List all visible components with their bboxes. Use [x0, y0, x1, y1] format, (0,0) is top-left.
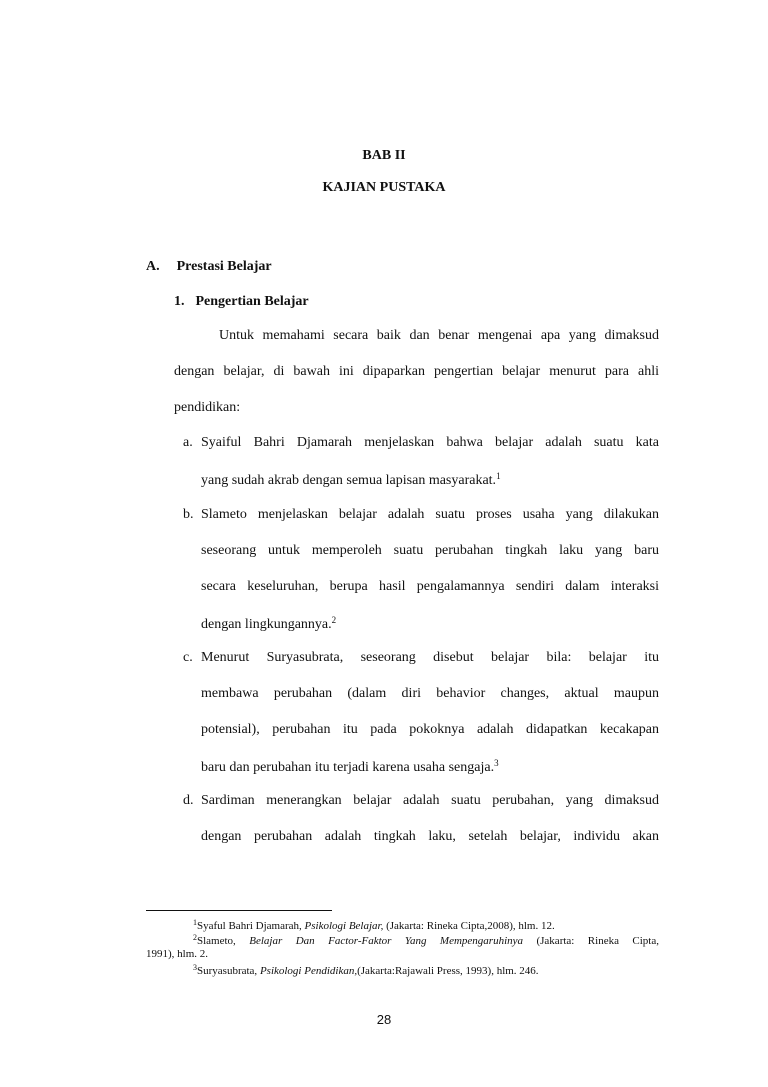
- footnote-2-continuation: 1991), hlm. 2.: [146, 948, 209, 960]
- footnote-1-author: Syaful Bahri Djamarah,: [197, 920, 305, 932]
- intro-line: Untuk memahami secara baik dan benar mengenai apa yang dimaksud: [219, 328, 659, 343]
- section-a-title: Prestasi Belajar: [176, 259, 272, 274]
- footnote-ref-3: 3: [494, 758, 499, 768]
- footnote-2-author: Slameto,: [197, 935, 250, 947]
- item-d-label: d.: [183, 793, 194, 808]
- item-b-line: secara keseluruhan, berupa hasil pengalamannya sendiri dalam interaksi: [201, 579, 659, 594]
- footnote-2-number: 2: [193, 933, 197, 942]
- subsection-1-title: Pengertian Belajar: [195, 294, 309, 309]
- footnote-3: [193, 963, 539, 977]
- footnote-3-title: Psikologi Pendidikan,: [259, 965, 358, 977]
- item-a-text: yang sudah akrab dengan semua lapisan masyarakat.: [201, 473, 497, 488]
- item-d-line: Sardiman menerangkan belajar adalah suatu perubahan, yang dimaksud: [201, 793, 659, 808]
- item-b-text: dengan lingkungannya.: [201, 617, 332, 632]
- item-b-label: b.: [183, 507, 194, 522]
- footnote-ref-1: 1: [496, 471, 501, 481]
- item-a-label: a.: [183, 435, 193, 450]
- item-c-label: c.: [183, 650, 193, 665]
- item-a-line: Syaiful Bahri Djamarah menjelaskan bahwa belajar adalah suatu kata: [201, 435, 659, 450]
- item-c-line: Menurut Suryasubrata, seseorang disebut belajar bila: belajar itu: [201, 650, 659, 665]
- footnote-ref-2: 2: [331, 615, 337, 625]
- item-c-line: potensial), perubahan itu pada pokoknya adalah didapatkan kecakapan: [201, 722, 659, 737]
- footnote-separator: [146, 910, 332, 911]
- item-c-line-last: [201, 758, 659, 776]
- item-c-text: baru dan perubahan itu terjadi karena usaha sengaja.: [201, 760, 495, 775]
- intro-line: dengan belajar, di bawah ini dipaparkan pengertian belajar menurut para ahli: [174, 364, 659, 379]
- page-number: 28: [376, 1012, 392, 1027]
- footnote-1-number: 1: [193, 918, 197, 927]
- footnote-1-title: Psikologi Belajar,: [304, 920, 384, 932]
- footnote-3-author: Suryasubrata,: [197, 965, 260, 977]
- item-a-line-last: [201, 471, 659, 489]
- subsection-1-label: 1.: [174, 294, 185, 309]
- footnote-1-publisher: (Jakarta: Rineka Cipta,2008), hlm. 12.: [383, 920, 555, 932]
- subsection-1-heading: [174, 294, 309, 310]
- item-b-line: Slameto menjelaskan belajar adalah suatu proses usaha yang dilakukan: [201, 507, 659, 522]
- footnote-2: [193, 933, 659, 947]
- footnote-2-publisher: (Jakarta: Rineka Cipta,: [523, 935, 659, 947]
- section-a-heading: [146, 259, 272, 275]
- footnote-3-number: 3: [193, 963, 197, 972]
- item-b-line: seseorang untuk memperoleh suatu perubahan tingkah laku yang baru: [201, 543, 659, 558]
- item-d-line: dengan perubahan adalah tingkah laku, setelah belajar, individu akan: [201, 829, 659, 844]
- footnote-3-publisher: (Jakarta:Rajawali Press, 1993), hlm. 246.: [357, 965, 539, 977]
- footnote-1: [193, 918, 555, 932]
- item-c-line: membawa perubahan (dalam diri behavior changes, aktual maupun: [201, 686, 659, 701]
- item-b-line-last: [201, 615, 659, 633]
- intro-line: pendidikan:: [174, 400, 241, 415]
- chapter-title: KAJIAN PUSTAKA: [322, 180, 446, 195]
- chapter-number: BAB II: [362, 148, 406, 163]
- section-a-label: A.: [146, 259, 160, 274]
- footnote-2-title: Belajar Dan Factor-Faktor Yang Mempengaruhinya: [249, 935, 524, 947]
